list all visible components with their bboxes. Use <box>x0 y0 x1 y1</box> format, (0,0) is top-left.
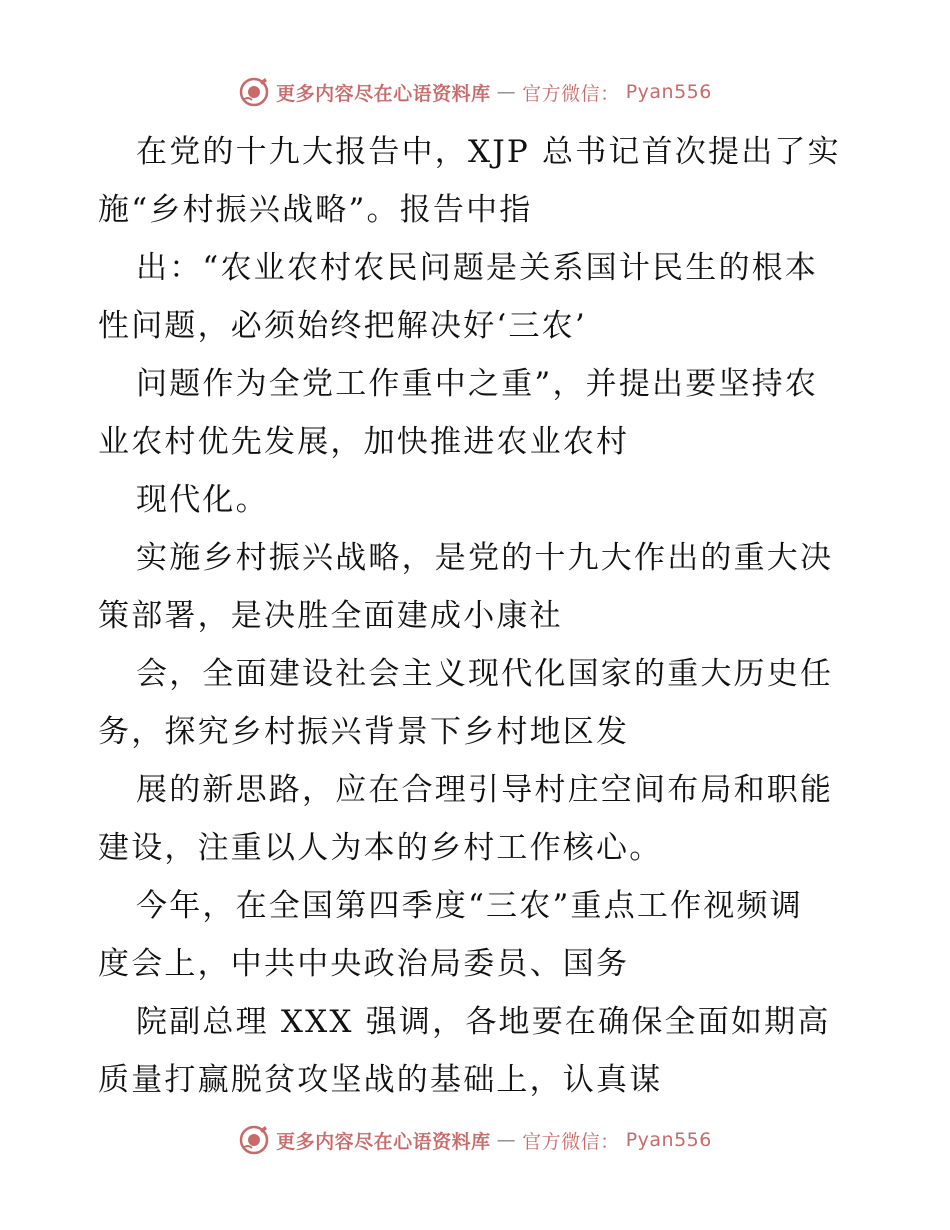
document-body <box>98 123 858 1109</box>
header-watermark <box>0 72 950 112</box>
watermark-sub-text: 官方微信： <box>522 1130 620 1153</box>
footer-watermark <box>0 1120 950 1160</box>
watermark-main-text: 更多内容尽在心语资料库 <box>276 82 491 105</box>
watermark-dash: — <box>496 81 517 103</box>
text-line: 展的新思路，应在合理引导村庄空间布局和职能 <box>136 772 834 808</box>
text-line: 建设，注重以人为本的乡村工作核心。 <box>98 830 663 866</box>
text-line: 问题作为全党工作重中之重”，并提出要坚持农 <box>136 366 819 402</box>
text-line: 会，全面建设社会主义现代化国家的重大历史任 <box>136 656 834 692</box>
text-line: 务，探究乡村振兴背景下乡村地区发 <box>98 714 630 750</box>
watermark-main-text: 更多内容尽在心语资料库 <box>276 1130 491 1153</box>
text-line: 在党的十九大报告中，XJP 总书记首次提出了实 <box>136 134 841 170</box>
watermark-sub-text: 官方微信： <box>522 82 620 105</box>
text-line: 施“乡村振兴战略”。报告中指 <box>98 192 533 228</box>
text-line: 现代化。 <box>136 482 269 518</box>
text-line: 度会上，中共中央政治局委员、国务 <box>98 946 630 982</box>
seal-logo-icon <box>238 1124 270 1156</box>
text-line: 策部署，是决胜全面建成小康社 <box>98 598 563 634</box>
text-line: 实施乡村振兴战略，是党的十九大作出的重大决 <box>136 540 834 576</box>
text-line: 院副总理 XXX 强调，各地要在确保全面如期高 <box>136 1004 831 1040</box>
text-line: 今年，在全国第四季度“三农”重点工作视频调 <box>136 888 803 924</box>
watermark-wechat-id: Pyan556 <box>625 81 712 103</box>
text-line: 质量打赢脱贫攻坚战的基础上，认真谋 <box>98 1062 663 1098</box>
text-line: 业农村优先发展，加快推进农业农村 <box>98 424 630 460</box>
text-line: 出：“农业农村农民问题是关系国计民生的根本 <box>136 250 819 286</box>
text-line: 性问题，必须始终把解决好‘三农’ <box>98 308 587 344</box>
watermark-dash: — <box>496 1129 517 1151</box>
watermark-wechat-id: Pyan556 <box>625 1129 712 1151</box>
seal-logo-icon <box>238 76 270 108</box>
